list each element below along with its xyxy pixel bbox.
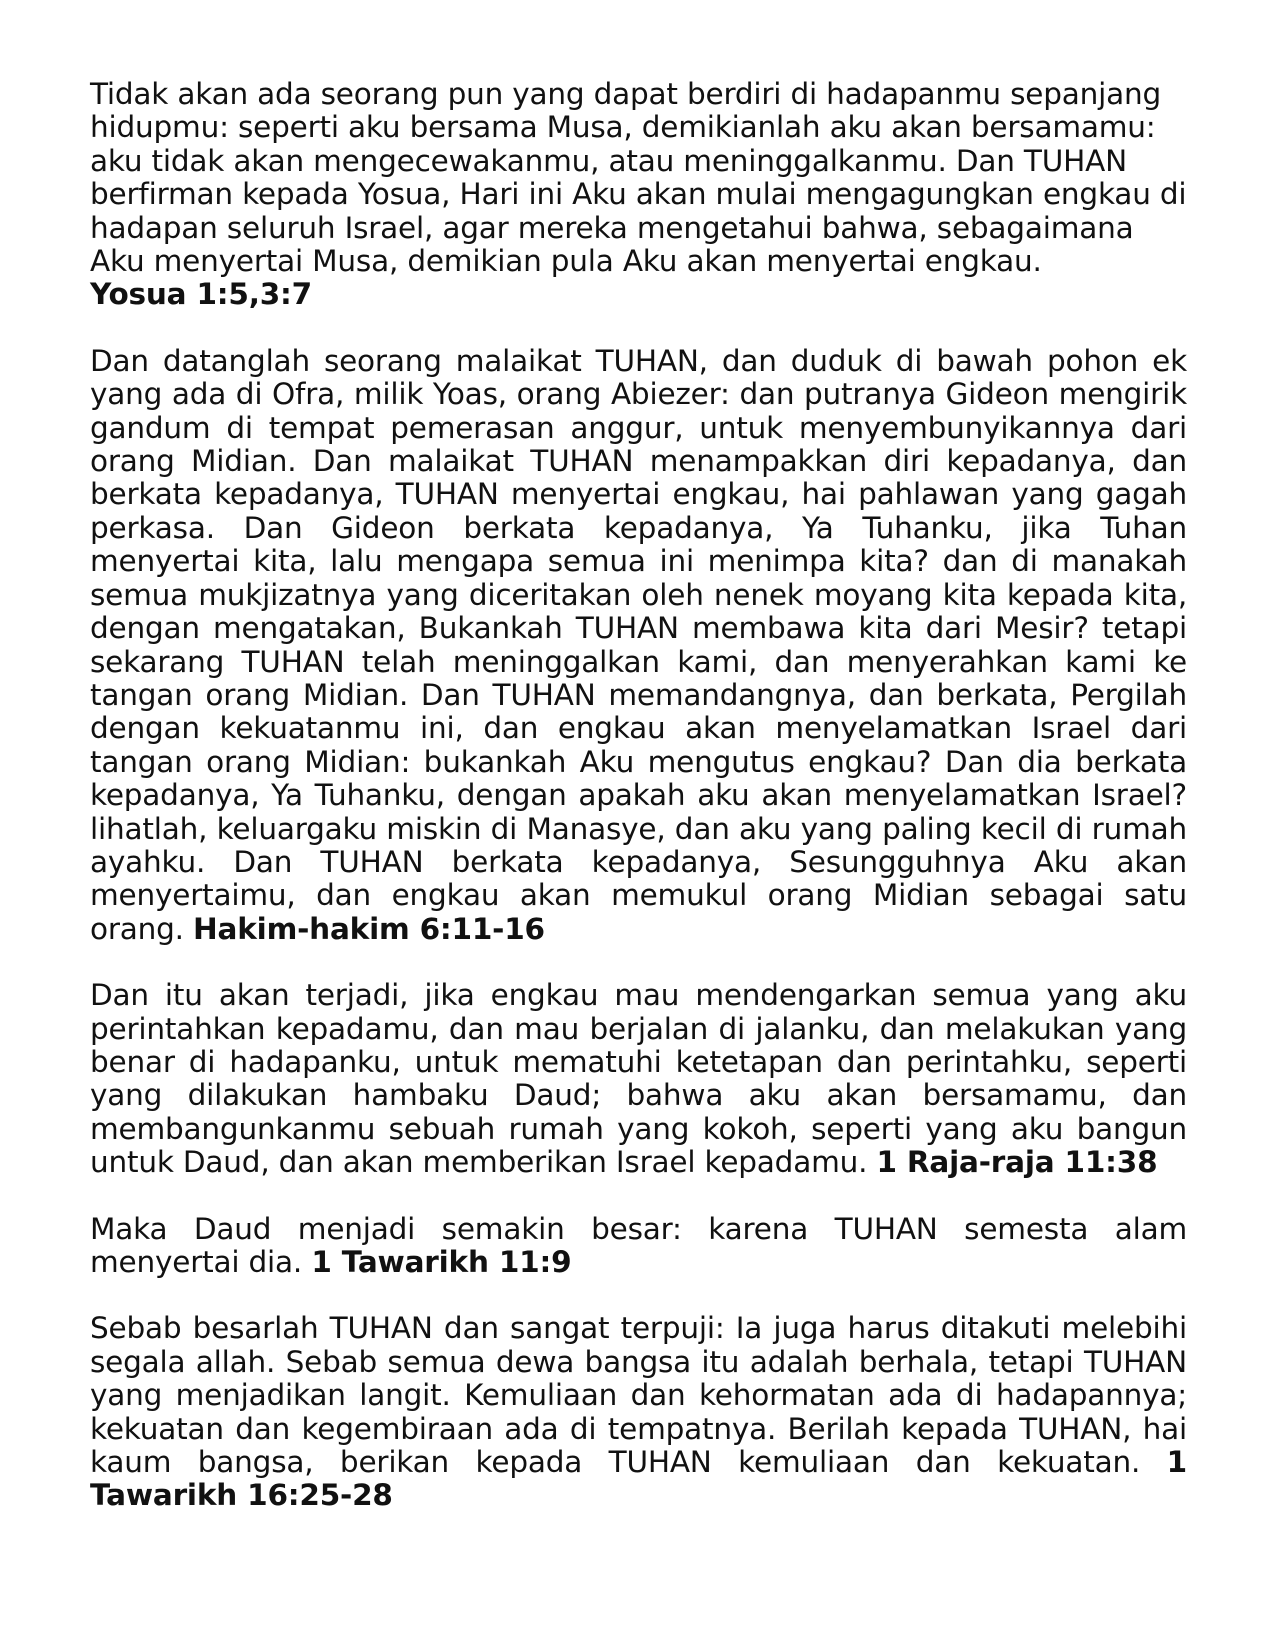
passage-2-text: Dan datanglah seorang malaikat TUHAN, dan duduk di bawah pohon ek yang ada di Ofra, milik Yoas, orang Abiezer: dan putranya Gideon mengirik gandum di tempat pemerasan anggur, untuk menyembunyikannya dari orang Midian. Dan malaikat TUHAN menampakkan diri kepadanya, dan berkata kepadanya, TUHAN menyertai engkau, hai pahlawan yang gagah perkasa. Dan Gideon berkata kepadanya, Ya Tuhanku, jika Tuhan menyertai kita, lalu mengapa semua ini menimpa kita? dan di manakah semua mukjizatnya yang diceritakan oleh nenek moyang kita kepada kita, dengan mengatakan, Bukankah TUHAN membawa kita dari Mesir? tetapi sekarang TUHAN telah meninggalkan kami, dan menyerahkan kami ke tangan orang Midian. Dan TUHAN memandangnya, dan berkata, Pergilah dengan kekuatanmu ini, dan engkau akan menyelamatkan Israel dari tangan orang Midian: bukankah Aku mengutus engkau? Dan dia berkata kepadanya, Ya Tuhanku, dengan apakah aku akan menyelamatkan Israel? lihatlah, keluargaku miskin di Manasye, dan aku yang paling kecil di rumah ayahku. Dan TUHAN berkata kepadanya, Sesungguhnya Aku akan menyertaimu, dan engkau akan memukul orang Midian sebagai satu orang. xyxy=(90,343,1187,946)
passage-1-text: Tidak akan ada seorang pun yang dapat berdiri di hadapanmu sepanjang hidupmu: seperti aku bersama Musa, demikianlah aku akan bersamamu: aku tidak akan mengecewakanmu, atau meninggalkanmu. Dan TUHAN berfirman kepada Yosua, Hari ini Aku akan mulai mengagungkan engkau di hadapan seluruh Israel, agar mereka mengetahui bahwa, sebagaimana Aku menyertai Musa, demikian pula Aku akan menyertai engkau. xyxy=(90,77,1187,279)
passage-3 xyxy=(90,979,1187,1179)
passage-5-text: Sebab besarlah TUHAN dan sangat terpuji: Ia juga harus ditakuti melebihi segala allah. Sebab semua dewa bangsa itu adalah berhala, tetapi TUHAN yang menjadikan langit. Kemuliaan dan kehormatan ada di hadapannya; kekuatan dan kegembiraan ada di tempatnya. Berilah kepada TUHAN, hai kaum bangsa, berikan kepada TUHAN kemuliaan dan kekuatan. xyxy=(90,1311,1187,1480)
passage-3-text: Dan itu akan terjadi, jika engkau mau mendengarkan semua yang aku perintahkan kepadamu, dan mau berjalan di jalanku, dan melakukan yang benar di hadapanku, untuk mematuhi ketetapan dan perintahku, seperti yang dilakukan hambaku Daud; bahwa aku akan bersamamu, dan membangunkanmu sebuah rumah yang kokoh, seperti yang aku bangun untuk Daud, dan akan memberikan Israel kepadamu. xyxy=(90,978,1187,1180)
passage-2-reference: Hakim-hakim 6:11-16 xyxy=(193,911,545,946)
passage-5 xyxy=(90,1312,1187,1512)
passage-4 xyxy=(90,1213,1187,1280)
passage-4-text: Maka Daud menjadi semakin besar: karena TUHAN semesta alam menyertai dia. xyxy=(90,1211,1187,1279)
passage-2 xyxy=(90,345,1187,946)
passage-3-reference: 1 Raja-raja 11:38 xyxy=(876,1145,1158,1180)
passage-1-reference: Yosua 1:5,3:7 xyxy=(90,277,312,312)
document-page xyxy=(90,78,1187,1546)
passage-1 xyxy=(90,78,1187,312)
passage-4-reference: 1 Tawarikh 11:9 xyxy=(311,1245,572,1279)
passage-5-reference: 1 Tawarikh 16:25-28 xyxy=(90,1445,1187,1513)
